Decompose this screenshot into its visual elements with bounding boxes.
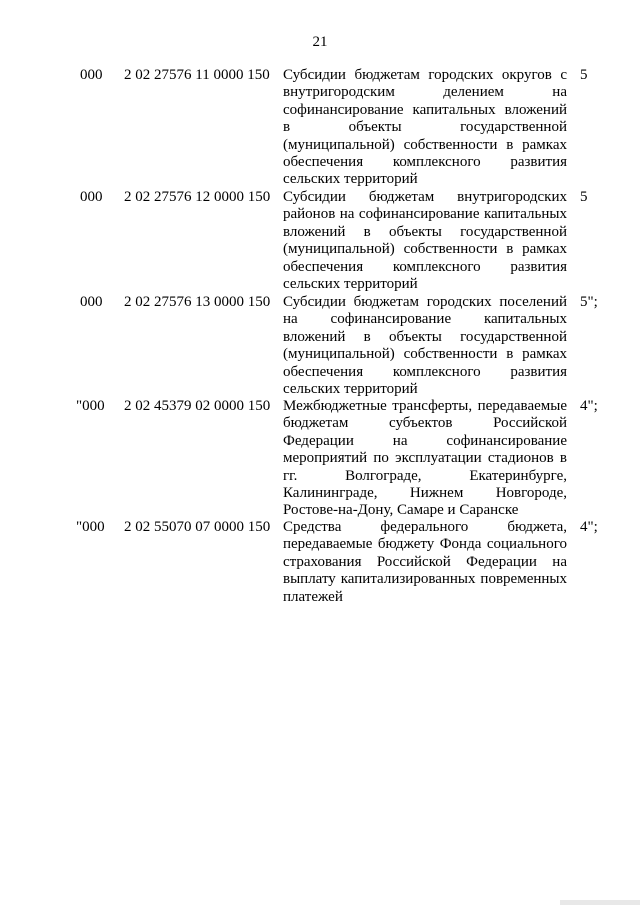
- admin-code: "000: [76, 398, 105, 414]
- row-note: 5";: [580, 294, 598, 310]
- row-description: Средства федерального бюджета, передаваемые бюджету Фонда социального страхования Российской Федерации на выплату капитализированных повременных платежей: [283, 519, 567, 605]
- budget-code: 2 02 55070 07 0000 150: [124, 519, 271, 535]
- row-note: 4";: [580, 519, 598, 535]
- admin-code: "000: [76, 519, 105, 535]
- page-number: 21: [312, 34, 328, 50]
- budget-code: 2 02 45379 02 0000 150: [124, 398, 271, 414]
- row-note: 5: [580, 67, 588, 83]
- admin-code: 000: [80, 189, 103, 205]
- row-note: 4";: [580, 398, 598, 414]
- admin-code: 000: [80, 67, 103, 83]
- row-description: Субсидии бюджетам внутригородских районов на софинансирование капитальных вложений в объекты государственной (муниципальной) собственности в рамках обеспечения комплексного развития сельских территорий: [283, 189, 567, 293]
- row-note: 5: [580, 189, 588, 205]
- row-description: Субсидии бюджетам городских поселений на софинансирование капитальных вложений в объекты государственной (муниципальной) собственности в рамках обеспечения комплексного развития сельских территорий: [283, 294, 567, 398]
- budget-code: 2 02 27576 12 0000 150: [124, 189, 271, 205]
- budget-code: 2 02 27576 11 0000 150: [124, 67, 270, 83]
- budget-code: 2 02 27576 13 0000 150: [124, 294, 271, 310]
- admin-code: 000: [80, 294, 103, 310]
- scan-edge: [560, 900, 640, 905]
- row-description: Межбюджетные трансферты, передаваемые бюджетам субъектов Российской Федерации на софинансирование мероприятий по эксплуатации стадионов в гг. Волгограде, Екатеринбурге, Калининграде, Нижнем Новгороде, Ростове-на-Дону, Самаре и Саранске: [283, 398, 567, 519]
- row-description: Субсидии бюджетам городских округов с внутригородским делением на софинансирование капитальных вложений в объекты государственной (муниципальной) собственности в рамках обеспечения комплексного развития сельских территорий: [283, 67, 567, 188]
